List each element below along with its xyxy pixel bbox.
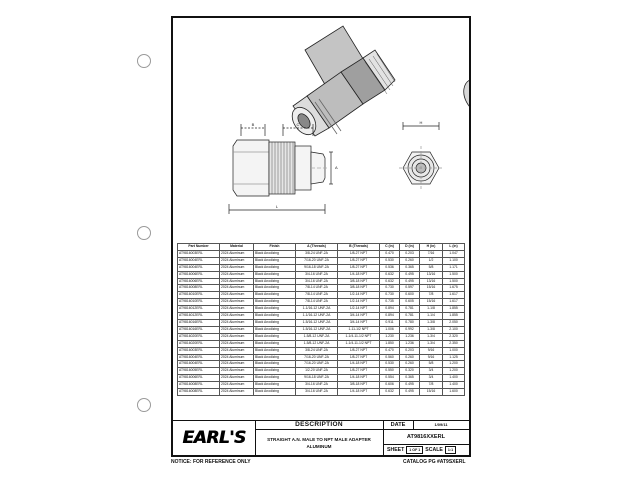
description-line-2: ALUMINUM bbox=[306, 443, 332, 449]
table-cell: 0.260 bbox=[400, 257, 420, 264]
table-cell: 0.203 bbox=[400, 347, 420, 354]
table-cell: 2024 Aluminum bbox=[220, 326, 254, 333]
table-cell: AT9816008ERL bbox=[178, 285, 220, 292]
table-cell: 1.675 bbox=[443, 285, 465, 292]
table-cell: 1.236 bbox=[400, 333, 420, 340]
table-cell: Black Anodizing bbox=[254, 257, 296, 264]
table-cell: 0.605 bbox=[400, 299, 420, 306]
table-cell: 1-3/4 bbox=[420, 340, 443, 347]
sheet-row bbox=[383, 445, 469, 455]
table-cell: 0.495 bbox=[400, 278, 420, 285]
table-cell: 9/16 bbox=[420, 347, 443, 354]
table-cell: 7/16-20 UNF-2A bbox=[296, 354, 338, 361]
table-cell: 0.495 bbox=[400, 271, 420, 278]
table-cell: AT9816012ERL bbox=[178, 313, 220, 320]
binder-hole-top bbox=[137, 54, 151, 68]
table-cell: 1.200 bbox=[443, 368, 465, 375]
table-cell: 1-1/16-12 UNF-2A bbox=[296, 313, 338, 320]
table-cell: AT9816010ERL bbox=[178, 292, 220, 299]
col-header: H (in) bbox=[420, 244, 443, 251]
col-header: Finish bbox=[254, 244, 296, 251]
table-cell: Black Anodizing bbox=[254, 319, 296, 326]
table-cell: 1/4-18 NPT bbox=[338, 271, 380, 278]
description-label: DESCRIPTION bbox=[255, 421, 384, 430]
table-cell: Black Anodizing bbox=[254, 250, 296, 257]
table-cell: 2024 Aluminum bbox=[220, 257, 254, 264]
table-cell: 2.050 bbox=[443, 319, 465, 326]
table-cell: 2024 Aluminum bbox=[220, 264, 254, 271]
table-cell: 13/16 bbox=[420, 271, 443, 278]
table-cell: Black Anodizing bbox=[254, 264, 296, 271]
table-cell: 0.780 bbox=[400, 319, 420, 326]
table-cell: Black Anodizing bbox=[254, 306, 296, 313]
table-cell: 7/8-14 UNF-2A bbox=[296, 285, 338, 292]
parts-table bbox=[177, 243, 465, 396]
table-cell: 3/8-24 UNF-2A bbox=[296, 347, 338, 354]
table-cell: 5/8 bbox=[420, 264, 443, 271]
table-cell: 1.855 bbox=[443, 306, 465, 313]
table-cell: 0.781 bbox=[400, 313, 420, 320]
table-cell: AT9816008ERL bbox=[178, 389, 220, 396]
table-cell: 1-3/8 bbox=[420, 319, 443, 326]
table-cell: 1-1/4 bbox=[420, 313, 443, 320]
table-cell: AT9816006ERL bbox=[178, 375, 220, 382]
table-cell: 1/8-27 NPT bbox=[338, 347, 380, 354]
table-cell: 1/4-18 NPT bbox=[338, 361, 380, 368]
table-cell: 2024 Aluminum bbox=[220, 299, 254, 306]
table-cell: Black Anodizing bbox=[254, 340, 296, 347]
table-cell: AT9816004ERL bbox=[178, 257, 220, 264]
col-header: B (Threads) bbox=[338, 244, 380, 251]
table-row bbox=[178, 264, 465, 271]
table-cell: 1-1/16-12 UNF-2A bbox=[296, 306, 338, 313]
table-cell: 0.203 bbox=[400, 250, 420, 257]
table-body bbox=[178, 250, 465, 395]
table-cell: 2.100 bbox=[443, 326, 465, 333]
table-cell: 0.894 bbox=[380, 313, 400, 320]
table-cell: 1-5/8-12 UNF-2A bbox=[296, 340, 338, 347]
table-row bbox=[178, 382, 465, 389]
table-cell: Black Anodizing bbox=[254, 368, 296, 375]
table-cell: AT9816004ERL bbox=[178, 354, 220, 361]
table-cell: 1.125 bbox=[443, 354, 465, 361]
scale-label: SCALE bbox=[425, 447, 443, 453]
table-cell: 0.260 bbox=[400, 354, 420, 361]
dim-c-label: C bbox=[296, 122, 300, 127]
table-cell: 0.730 bbox=[380, 285, 400, 292]
table-cell: 7/16-20 UNF-2A bbox=[296, 361, 338, 368]
table-row bbox=[178, 285, 465, 292]
table-cell: AT9816006ERL bbox=[178, 278, 220, 285]
table-cell: 1-5/16-12 UNF-2A bbox=[296, 319, 338, 326]
table-cell: 2024 Aluminum bbox=[220, 319, 254, 326]
table-cell: 0.597 bbox=[400, 285, 420, 292]
table-row bbox=[178, 347, 465, 354]
binder-hole-middle bbox=[137, 226, 151, 240]
table-cell: 0.735 bbox=[380, 299, 400, 306]
table-cell: 1/8-27 NPT bbox=[338, 264, 380, 271]
table-cell: 0.554 bbox=[380, 375, 400, 382]
table-cell: 1/8-27 NPT bbox=[338, 368, 380, 375]
side-view bbox=[229, 122, 338, 214]
table-cell: 1-1/4-11-1/2 NPT bbox=[338, 333, 380, 340]
table-cell: AT9816016ERL bbox=[178, 326, 220, 333]
table-row bbox=[178, 292, 465, 299]
table-cell: AT9816003ERL bbox=[178, 250, 220, 257]
table-cell: 2024 Aluminum bbox=[220, 382, 254, 389]
table-cell: 2024 Aluminum bbox=[220, 347, 254, 354]
reference-notice: NOTICE: FOR REFERENCE ONLY bbox=[171, 459, 251, 465]
table-cell: Black Anodizing bbox=[254, 389, 296, 396]
table-row bbox=[178, 257, 465, 264]
table-cell: 1.500 bbox=[443, 278, 465, 285]
table-cell: 7/8-14 UNF-2A bbox=[296, 292, 338, 299]
table-cell: 2024 Aluminum bbox=[220, 333, 254, 340]
table-cell: 1.400 bbox=[443, 375, 465, 382]
title-block bbox=[173, 420, 469, 455]
scale-value: 1:1 bbox=[445, 446, 456, 454]
table-cell: 2024 Aluminum bbox=[220, 285, 254, 292]
table-cell: 0.894 bbox=[380, 306, 400, 313]
table-cell: 1-1/8 bbox=[420, 306, 443, 313]
table-cell: 0.470 bbox=[380, 250, 400, 257]
table-cell: 2024 Aluminum bbox=[220, 340, 254, 347]
table-cell: 0.730 bbox=[380, 292, 400, 299]
table-row bbox=[178, 313, 465, 320]
table-cell: 1-5/8-12 UNF-2A bbox=[296, 333, 338, 340]
table-cell: 3/4 bbox=[420, 368, 443, 375]
col-header: Part Number bbox=[178, 244, 220, 251]
description-line-1: STRAIGHT A.N. MALE TO NPT MALE ADAPTER bbox=[267, 436, 371, 442]
table-cell: 3/8-18 NPT bbox=[338, 285, 380, 292]
table-cell: 1.000 bbox=[443, 347, 465, 354]
table-cell: 0.530 bbox=[380, 257, 400, 264]
table-cell: 13/16 bbox=[420, 278, 443, 285]
table-row bbox=[178, 361, 465, 368]
table-cell: AT9816004ERL bbox=[178, 361, 220, 368]
table-cell: AT9816020ERL bbox=[178, 333, 220, 340]
table-row bbox=[178, 271, 465, 278]
table-cell: Black Anodizing bbox=[254, 278, 296, 285]
table-cell: 0.560 bbox=[380, 354, 400, 361]
table-row bbox=[178, 354, 465, 361]
table-cell: 3/4-16 UNF-2A bbox=[296, 382, 338, 389]
table-cell: 7/16 bbox=[420, 250, 443, 257]
earls-logo: EARL'S bbox=[173, 421, 256, 455]
table-row bbox=[178, 368, 465, 375]
table-cell: 2.350 bbox=[443, 340, 465, 347]
table-cell: AT9816010ERL bbox=[178, 299, 220, 306]
drawing-part-number: AT9816XXERL bbox=[383, 430, 469, 445]
table-cell: AT9816005ERL bbox=[178, 368, 220, 375]
table-row bbox=[178, 278, 465, 285]
table-cell: 3/4-14 NPT bbox=[338, 319, 380, 326]
table-cell: Black Anodizing bbox=[254, 333, 296, 340]
table-cell: 1.500 bbox=[443, 271, 465, 278]
table-cell: 5/8 bbox=[420, 361, 443, 368]
table-cell: 3/4-16 UNF-2A bbox=[296, 278, 338, 285]
table-cell: AT9816020ERL bbox=[178, 340, 220, 347]
table-cell: 2024 Aluminum bbox=[220, 306, 254, 313]
table-cell: AT9816012ERL bbox=[178, 306, 220, 313]
sheet-label: SHEET bbox=[387, 447, 405, 453]
table-cell: 1.230 bbox=[380, 333, 400, 340]
table-cell: AT9816003ERL bbox=[178, 347, 220, 354]
table-row bbox=[178, 306, 465, 313]
table-cell: Black Anodizing bbox=[254, 285, 296, 292]
table-row bbox=[178, 319, 465, 326]
date-label: DATE bbox=[383, 421, 414, 430]
end-view bbox=[399, 120, 443, 190]
binder-hole-bottom bbox=[137, 398, 151, 412]
table-cell: 2024 Aluminum bbox=[220, 271, 254, 278]
table-cell: 1.617 bbox=[443, 292, 465, 299]
table-cell: 0.632 bbox=[380, 278, 400, 285]
table-cell: Black Anodizing bbox=[254, 347, 296, 354]
col-header: D (in) bbox=[400, 244, 420, 251]
table-cell: 1.236 bbox=[400, 340, 420, 347]
date-value: 1/09/11 bbox=[413, 421, 469, 430]
table-cell: 1.200 bbox=[443, 361, 465, 368]
table-cell: 1-3/8 bbox=[420, 326, 443, 333]
table-cell: 0.600 bbox=[400, 292, 420, 299]
table-cell: 0.992 bbox=[400, 326, 420, 333]
catalog-page: CATALOG PG #AT9SXERL bbox=[403, 459, 466, 465]
table-cell: AT9816016ERL bbox=[178, 319, 220, 326]
table-cell: 1-3/4 bbox=[420, 333, 443, 340]
table-cell: 0.320 bbox=[400, 368, 420, 375]
table-cell: 1-1/4-11-1/2 NPT bbox=[338, 340, 380, 347]
table-cell: 1.600 bbox=[443, 389, 465, 396]
table-cell: 2024 Aluminum bbox=[220, 292, 254, 299]
table-cell: 1/2 bbox=[420, 257, 443, 264]
table-cell: 0.495 bbox=[400, 389, 420, 396]
drawing-sheet bbox=[171, 16, 471, 457]
table-cell: 9/16-18 UNF-2A bbox=[296, 375, 338, 382]
table-cell: 0.632 bbox=[380, 389, 400, 396]
table-cell: 1/8-27 NPT bbox=[338, 250, 380, 257]
table-cell: 0.781 bbox=[400, 306, 420, 313]
table-cell: 1.617 bbox=[443, 299, 465, 306]
table-cell: 3/4 bbox=[420, 375, 443, 382]
table-cell: 0.606 bbox=[380, 382, 400, 389]
description-text bbox=[255, 430, 384, 455]
table-cell: 15/16 bbox=[420, 389, 443, 396]
table-cell: 0.260 bbox=[400, 361, 420, 368]
table-cell: 0.911 bbox=[380, 319, 400, 326]
table-cell: 3/4-14 NPT bbox=[338, 313, 380, 320]
table-cell: 0.470 bbox=[380, 347, 400, 354]
table-cell: 2.320 bbox=[443, 333, 465, 340]
table-row bbox=[178, 375, 465, 382]
table-cell: 2024 Aluminum bbox=[220, 313, 254, 320]
table-cell: 2024 Aluminum bbox=[220, 250, 254, 257]
dim-a-label: A bbox=[335, 165, 338, 170]
table-cell: 9/16 bbox=[420, 354, 443, 361]
table-cell: 7/8 bbox=[420, 382, 443, 389]
col-header: C (in) bbox=[380, 244, 400, 251]
table-cell: 3/8-18 NPT bbox=[338, 278, 380, 285]
dim-l-label: L bbox=[275, 204, 279, 209]
table-cell: Black Anodizing bbox=[254, 361, 296, 368]
table-cell: 0.536 bbox=[380, 264, 400, 271]
table-cell: Black Anodizing bbox=[254, 313, 296, 320]
table-cell: 1.855 bbox=[443, 313, 465, 320]
table-cell: 2024 Aluminum bbox=[220, 361, 254, 368]
table-cell: 3/8-24 UNF-2A bbox=[296, 250, 338, 257]
col-header: L (in) bbox=[443, 244, 465, 251]
table-cell: 2024 Aluminum bbox=[220, 278, 254, 285]
table-cell: 1/4-18 NPT bbox=[338, 389, 380, 396]
table-cell: 1/4-18 NPT bbox=[338, 375, 380, 382]
table-cell: Black Anodizing bbox=[254, 354, 296, 361]
table-cell: 7/16-20 UNF-2A bbox=[296, 257, 338, 264]
table-row bbox=[178, 250, 465, 257]
table-cell: 0.632 bbox=[380, 271, 400, 278]
table-cell: 1/8-27 NPT bbox=[338, 354, 380, 361]
table-cell: 1.400 bbox=[443, 382, 465, 389]
table-row bbox=[178, 299, 465, 306]
table-cell: 1-5/16-12 UNF-2A bbox=[296, 326, 338, 333]
table-cell: 1.850 bbox=[380, 340, 400, 347]
table-cell: 2024 Aluminum bbox=[220, 375, 254, 382]
table-cell: 3/8-18 NPT bbox=[338, 382, 380, 389]
table-cell: 1.006 bbox=[380, 326, 400, 333]
dim-b-label: B bbox=[251, 122, 255, 127]
table-cell: 1/2-14 NPT bbox=[338, 306, 380, 313]
table-cell: Black Anodizing bbox=[254, 292, 296, 299]
table-cell: 7/8-14 UNF-2A bbox=[296, 299, 338, 306]
table-cell: 3/4-16 UNF-2A bbox=[296, 389, 338, 396]
table-row bbox=[178, 389, 465, 396]
table-row bbox=[178, 326, 465, 333]
table-cell: 0.550 bbox=[380, 368, 400, 375]
table-header-row bbox=[178, 244, 465, 251]
table-cell: Black Anodizing bbox=[254, 271, 296, 278]
table-cell: 2024 Aluminum bbox=[220, 354, 254, 361]
col-header: Material bbox=[220, 244, 254, 251]
table-cell: 0.530 bbox=[380, 361, 400, 368]
table-cell: Black Anodizing bbox=[254, 375, 296, 382]
sheet-value: 1 OF 1 bbox=[406, 446, 423, 454]
table-cell: 15/16 bbox=[420, 299, 443, 306]
dim-h-label: H bbox=[419, 120, 423, 125]
table-cell: 9/16-18 UNF-2A bbox=[296, 264, 338, 271]
table-cell: 0.365 bbox=[400, 375, 420, 382]
table-cell: AT9816006ERL bbox=[178, 271, 220, 278]
col-header: A (Threads) bbox=[296, 244, 338, 251]
table-cell: 1/2-14 NPT bbox=[338, 299, 380, 306]
table-row bbox=[178, 340, 465, 347]
table-cell: 1.047 bbox=[443, 250, 465, 257]
table-cell: Black Anodizing bbox=[254, 299, 296, 306]
table-cell: 3/4-16 UNF-2A bbox=[296, 271, 338, 278]
table-row bbox=[178, 333, 465, 340]
table-cell: 1/2-14 NPT bbox=[338, 292, 380, 299]
table-cell: 2024 Aluminum bbox=[220, 389, 254, 396]
table-cell: AT9816008ERL bbox=[178, 382, 220, 389]
table-cell: Black Anodizing bbox=[254, 382, 296, 389]
table-cell: 7/8 bbox=[420, 292, 443, 299]
table-cell: 0.495 bbox=[400, 382, 420, 389]
table-cell: 1.171 bbox=[443, 264, 465, 271]
table-cell: 1/8-27 NPT bbox=[338, 257, 380, 264]
table-cell: 15/16 bbox=[420, 285, 443, 292]
table-cell: 1.100 bbox=[443, 257, 465, 264]
table-cell: Black Anodizing bbox=[254, 326, 296, 333]
table-cell: 1/2-20 UNF-2A bbox=[296, 368, 338, 375]
table-cell: 1-11-1/2 NPT bbox=[338, 326, 380, 333]
table-cell: 0.365 bbox=[400, 264, 420, 271]
technical-drawing bbox=[173, 18, 469, 240]
table-cell: AT9816004ERL bbox=[178, 264, 220, 271]
table-cell: 2024 Aluminum bbox=[220, 368, 254, 375]
